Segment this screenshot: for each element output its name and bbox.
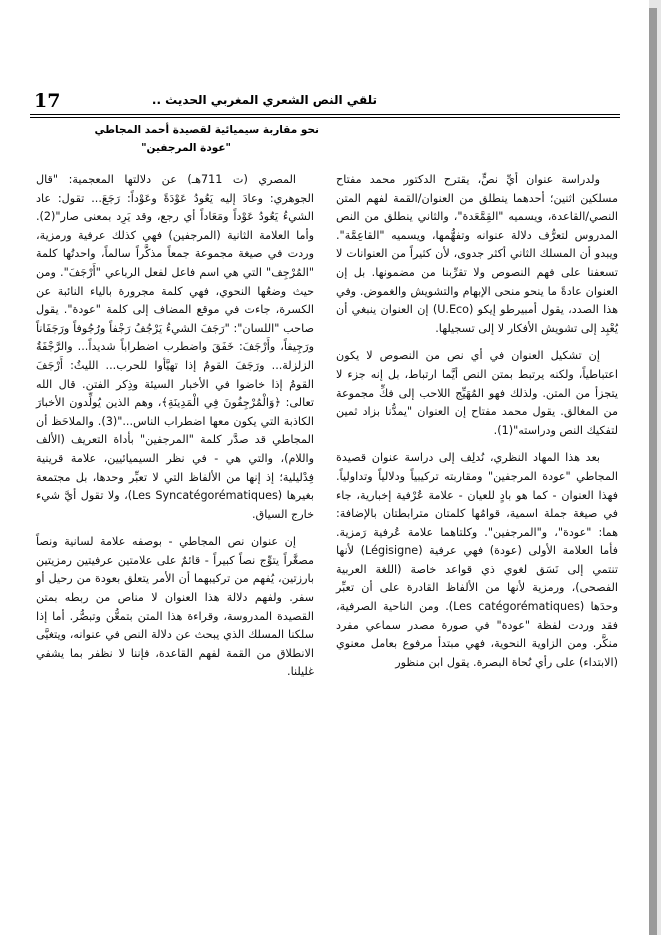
poem-title: "عودة المرجفين" bbox=[141, 142, 231, 154]
running-title: تلقي النص الشعري المغربي الحديث .. bbox=[151, 93, 377, 107]
header-rule-bottom bbox=[30, 117, 620, 118]
left-column bbox=[36, 171, 314, 682]
page-shadow bbox=[649, 8, 657, 935]
left-paragraph-2: إن عنوان نص المجاطي - بوصفه علامة لسانية ونصاً مصغَّراً يتوِّج نصاً كبيراً - قائمٌ على علامتين عرفيتين رمزيتين بارزتين، يُفهم من تركيبهما أن الأمر يتعلق بعودة من رحيل أو سفر. ولفهم دلالة هذا العنوان لا مناص من ربطه بمتن القصيدة المدروسة، وقراءة هذا المتن بتمعُّن وتبصُّر. أما إذا سلكنا المسلك الذي يبحث عن دلالة النص في عنوانه، ويتغيَّى الانطلاق من القمة لفهم القاعدة، فإننا لا نظفر بما يشفي غليلنا. bbox=[36, 535, 314, 679]
right-paragraph-2: إن تشكيل العنوان في أي نص من النصوص لا يكون اعتباطياً، ولكنه يرتبط بمتن النص أيَّما ارتباط، بل إنه جزء لا يتجزأ من المتن. ولذلك فهو المُهَيِّج اللاحب إلى فكِّ مجموعة من المغالق. يقول محمد مفتاح إن العنوان "يمدُّنا بزاد ثمين لتفكيك النص ودراسته"(1). bbox=[336, 349, 618, 437]
header-rule-top bbox=[30, 114, 620, 115]
right-paragraph-1: ولدراسة عنوان أيِّ نصٍّ، يقترح الدكتور محمد مفتاح مسلكين اثنين؛ أحدهما ينطلق من العنوان/القمة لفهم المتن النصي/القاعدة، ويسميه "القِمَّعَدة"، والثاني ينطلق من النص المدروس لتعرُّف دلالة عنوانه وتفهُّمها، ويسميه "القاعِمَّة". ويبدو أن المسلك الثاني أكثر جدوى، لأن كثيراً من العنوانات لا تسعفنا على فهم النصوص ولا تقرِّبنا من مضمونها. بل إن العنوان عادةً ما ينحو منحى الإبهام والتشويش والغموض. وفي هذا الصدد، يقول أمبيرطو إيكو (U.Eco) إن العنوان ينبغي أن يُعْبِد إلى تشويش الأفكار لا إلى تسجيلها. bbox=[336, 173, 619, 335]
right-paragraph-3: بعد هذا المهاد النظري، نُدلِف إلى دراسة عنوان قصيدة المجاطي "عودة المرجفين" ومقاربته تركيبياً ودلالياً وتداولياً. فهذا العنوان - كما هو بادٍ للعيان - علامة عُرْفية إخبارية، جاء في صيغة جملة اسمية، قوامُها كلمتان مترابطتان بالإضافة: هما: "عودة"، و"المرجفين". وكلتاهما علامة عُرفية رَمزية. فأما العلامة الأولى (عودة) فهي عرفية (Légisigne) لأنها تنتمي إلى نَسَق لغوي ذي قواعد خاصة (اللغة العربية الفصحى)، ورمزية لأنها من الألفاظ القادرة على أن تعبِّر وحدَها (Les catégorématiques). ومن الناحية الصرفية، فقد وردت لفظة "عودة" في صورة مصدر سماعي مفرد منكَّر. ومن الزاوية النحوية، فهي مبتدأ مرفوع بعامل معنوي (الابتداء) على رأي نُحاة البصرة. يقول ابن منظور bbox=[336, 451, 618, 669]
left-paragraph-1: المصري (ت 711هـ) عن دلالتها المعجمية: "قال الجوهري: وعادَ إليه يَعُودُ عَوْدَةً وعَوْداً: رَجَعَ... تقول: عاد الشيءُ يَعُودُ عَوْداً ومَعَاداً أي رجع، وقد يَرِد بمعنى صار"(2). وأما العلامة الثانية (المرجفين) فهي كذلك عرفية ورمزية، وردت في صيغة مجموعة جمعاً مذكَّراً سالماً، واحدتُها كلمة "المُرْجِف" التي هي اسم فاعل لفعل الرباعي "أَرْجَفَ". ومن حيث وضعُها النحوي، فهي كلمة مجرورة بالياء النائبة عن الكسرة، جاءت في موقع المضاف إلى كلمة "عودة". يقول صاحب "اللسان": "رَجَفَ الشيءُ يَرْجُفُ رَجْفاً ورُجُوفاً ورَجَفَاناً ورَجِيفاً، وأَرْجَفَ: خَفَقَ واضطرب اضطراباً شديداً... والرَّجْفَةُ الزلزلة... ورَجَفَ القومُ إذا تهيَّأوا للحرب... الليثُ: أَرْجَفَ القومُ إذا خاضوا في الأخبار السيئة وذِكر الفتن. قال الله تعالى: ﴿وَالْمُرْجِفُونَ فِي الْمَدِينَةِ﴾، وهم الذين يُولِّدون الأخبارَ الكاذبة التي يكون معها اضطراب الناس..."(3). والملاحَظ أن المجاطي قد صدَّر كلمة "المرجفين" بأداة التعريف (الألف واللام)، والتي هي - في نظر السيميائيين، علامة قرينية فِدْليلية؛ إذ إنها من الألفاظ التي لا تعبِّر وحدها، بل مجتمعة بغيرها (Les Syncatégorématiques)، ولا تقول أيَّ شيء خارج السياق. bbox=[36, 173, 314, 521]
article-subtitle: نحو مقاربة سيميائية لقصيدة أحمد المجاطي bbox=[94, 124, 319, 136]
right-column bbox=[336, 171, 618, 672]
page-number: 17 bbox=[34, 90, 61, 112]
